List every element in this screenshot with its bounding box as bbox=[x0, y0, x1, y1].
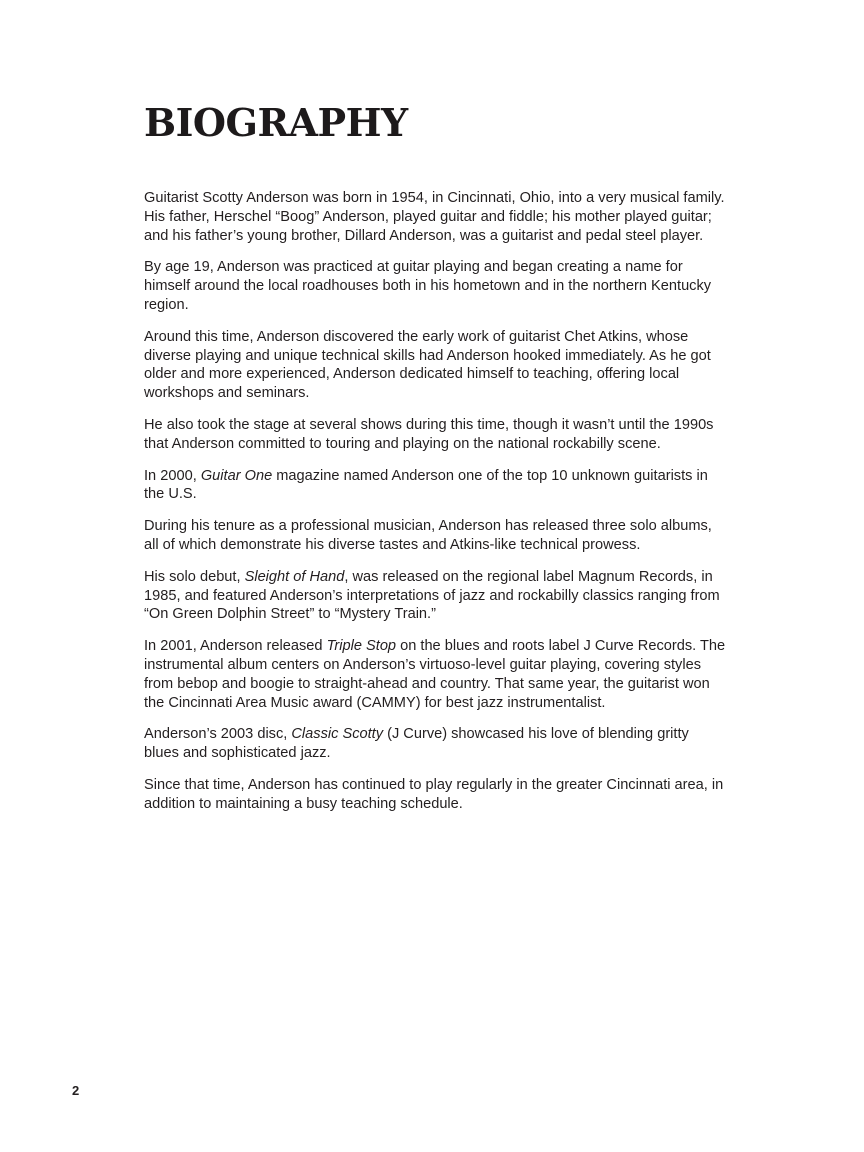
paragraph-text: magazine named Anderson one of the top 10 unknown guitarists in the U.S. bbox=[144, 467, 708, 503]
paragraph-text: In 2001, Anderson released bbox=[144, 638, 327, 655]
paragraph-text: His solo debut, bbox=[144, 568, 245, 585]
paragraph bbox=[144, 776, 726, 814]
biography-body bbox=[144, 189, 726, 827]
paragraph-text: Since that time, Anderson has continued to play regularly in the greater Cincinnati area, in addition to maintaining a busy teaching schedule. bbox=[144, 776, 724, 812]
paragraph-text: During his tenure as a professional musician, Anderson has released three solo albums, all of which demonstrate his diverse tastes and Atkins-like technical prowess. bbox=[144, 518, 712, 553]
album-title: Classic Scotty bbox=[291, 726, 384, 743]
page-number: 2 bbox=[72, 1083, 80, 1098]
paragraph-text: (J Curve) showcased his love of blending gritty blues and sophisticated jazz. bbox=[144, 726, 689, 762]
paragraph bbox=[144, 416, 726, 454]
paragraph bbox=[144, 568, 726, 624]
paragraph-text: In 2000, bbox=[144, 467, 201, 484]
paragraph bbox=[144, 637, 726, 712]
paragraph bbox=[144, 189, 726, 245]
paragraph-text: Guitarist Scotty Anderson was born in 1954, in Cincinnati, Ohio, into a very musical family. His father, Herschel “Boog” Anderson, played guitar and fiddle; his mother played guitar; and his father’s young brother, Dillard Anderson, was a guitarist and pedal steel player. bbox=[144, 190, 725, 244]
paragraph-text: on the blues and roots label J Curve Records. The instrumental album centers on Anderson’s virtuoso-level guitar playing, covering styles from bebop and boogie to straight-ahead and country. That same year, the guitarist won the Cincinnati Area Music award (CAMMY) for best jazz instrumentalist. bbox=[144, 638, 726, 711]
paragraph bbox=[144, 725, 726, 763]
paragraph bbox=[144, 467, 726, 505]
magazine-title: Guitar One bbox=[200, 467, 273, 484]
paragraph-text: He also took the stage at several shows during this time, though it wasn’t until the 1990s that Anderson committed to touring and playing on the national rockabilly scene. bbox=[144, 416, 714, 452]
album-title: Triple Stop bbox=[326, 638, 397, 655]
paragraph-text: Around this time, Anderson discovered the early work of guitarist Chet Atkins, whose diverse playing and unique technical skills had Anderson hooked immediately. As he got older and more experienced, Anderson dedicated himself to teaching, offering local workshops and seminars. bbox=[144, 328, 711, 402]
paragraph bbox=[144, 258, 726, 314]
page-title: BIOGRAPHY bbox=[144, 100, 408, 145]
album-title: Sleight of Hand bbox=[244, 568, 345, 585]
paragraph bbox=[144, 517, 726, 555]
paragraph-text: Anderson’s 2003 disc, bbox=[144, 726, 292, 743]
paragraph-text: By age 19, Anderson was practiced at guitar playing and began creating a name for himself around the local roadhouses both in his hometown and in the northern Kentucky region. bbox=[144, 259, 712, 313]
paragraph-text: , was released on the regional label Magnum Records, in 1985, and featured Anderson’s interpretations of jazz and rockabilly classics ranging from “On Green Dolphin Street” to “Mystery Train.” bbox=[144, 568, 720, 623]
paragraph bbox=[144, 328, 726, 403]
